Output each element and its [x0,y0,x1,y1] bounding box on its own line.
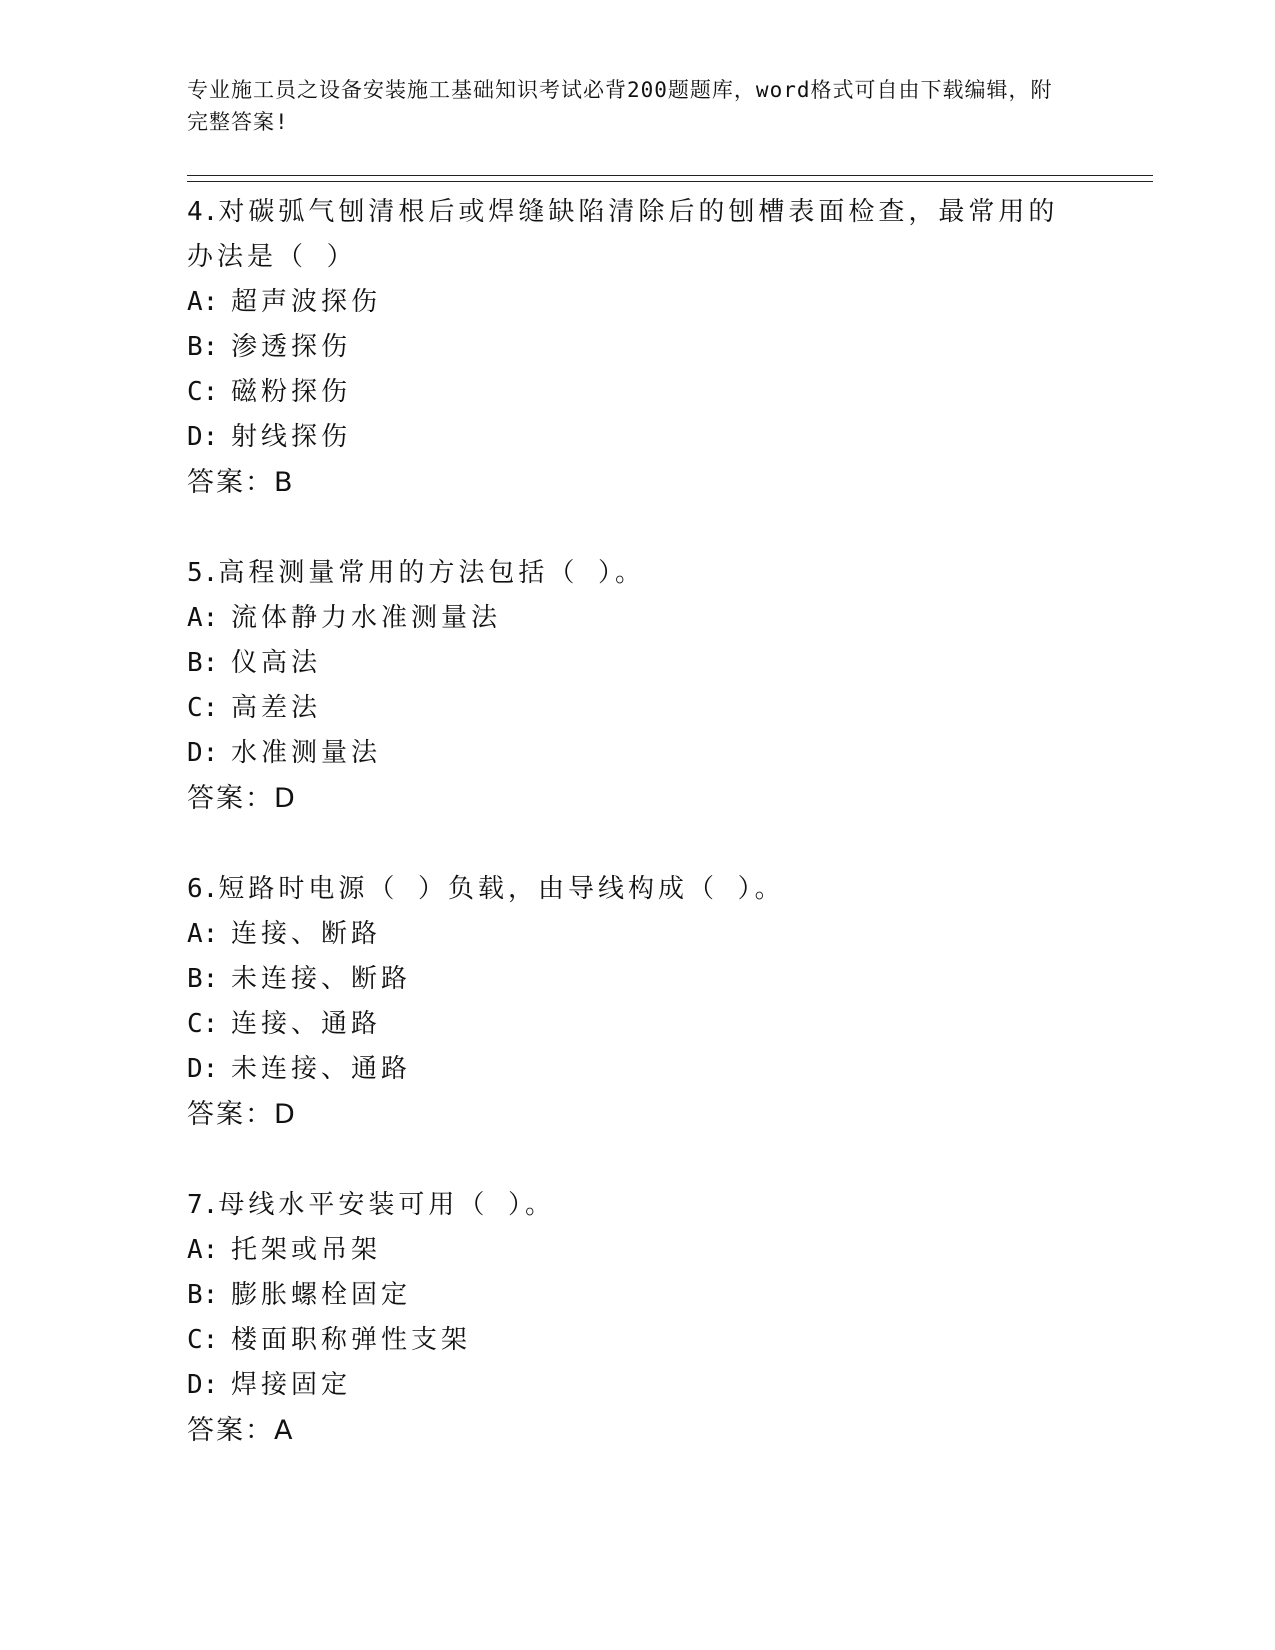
option-c [187,686,1087,731]
question-text: 对碳弧气刨清根后或焊缝缺陷清除后的刨槽表面检查，最常用的办法是（ ） [187,197,1059,272]
question-stem [187,867,1087,912]
option-text: 膨胀螺栓固定 [231,1280,412,1310]
option-text: 仪高法 [231,648,322,678]
option-key: B: [187,1280,219,1310]
question-number: 4. [187,197,219,227]
option-text: 连接、断路 [231,919,382,949]
option-text: 超声波探伤 [231,287,382,317]
option-text: 焊接固定 [231,1370,352,1400]
option-text: 托架或吊架 [231,1235,382,1265]
option-key: C: [187,693,219,723]
option-a [187,596,1087,641]
option-key: D: [187,422,219,452]
title-divider-bottom [187,181,1153,182]
question-item [187,867,1087,1137]
question-item [187,551,1087,821]
option-d [187,415,1087,460]
option-key: B: [187,332,219,362]
option-b [187,325,1087,370]
option-key: D: [187,738,219,768]
option-text: 磁粉探伤 [231,377,352,407]
option-d [187,1363,1087,1408]
option-c [187,1318,1087,1363]
option-a [187,1228,1087,1273]
question-number: 7. [187,1190,219,1220]
option-key: A: [187,603,219,633]
option-d [187,731,1087,776]
option-key: C: [187,1325,219,1355]
option-text: 水准测量法 [231,738,382,768]
option-text: 高差法 [231,693,322,723]
option-d [187,1047,1087,1092]
answer-line: 答案：D [187,1099,297,1130]
question-number: 5. [187,558,219,588]
option-b [187,641,1087,686]
option-key: B: [187,648,219,678]
question-item [187,190,1087,505]
option-key: D: [187,1370,219,1400]
option-key: B: [187,964,219,994]
option-text: 连接、通路 [231,1009,382,1039]
answer-line: 答案：B [187,467,295,498]
option-key: A: [187,919,219,949]
document-title: 专业施工员之设备安装施工基础知识考试必背200题题库，word格式可自由下载编辑，附完整答案! [187,78,1053,134]
option-text: 流体静力水准测量法 [231,603,502,633]
option-key: A: [187,1235,219,1265]
option-b [187,957,1087,1002]
question-stem [187,1183,1087,1228]
option-text: 渗透探伤 [231,332,352,362]
question-stem [187,190,1087,280]
option-text: 射线探伤 [231,422,352,452]
option-text: 未连接、断路 [231,964,412,994]
answer-line: 答案：D [187,783,297,814]
option-a [187,280,1087,325]
question-list [187,190,1087,1499]
question-item [187,1183,1087,1453]
option-key: C: [187,377,219,407]
title-divider-top [187,175,1153,176]
option-b [187,1273,1087,1318]
option-key: C: [187,1009,219,1039]
option-key: D: [187,1054,219,1084]
option-c [187,1002,1087,1047]
question-text: 母线水平安装可用（ ）。 [218,1190,555,1220]
option-text: 未连接、通路 [231,1054,412,1084]
question-text: 高程测量常用的方法包括（ ）。 [218,558,645,588]
answer-line: 答案：A [187,1415,295,1446]
option-a [187,912,1087,957]
question-text: 短路时电源（ ）负载，由导线构成（ ）。 [218,874,785,904]
option-text: 楼面职称弹性支架 [231,1325,472,1355]
question-stem [187,551,1087,596]
option-c [187,370,1087,415]
option-key: A: [187,287,219,317]
question-number: 6. [187,874,219,904]
